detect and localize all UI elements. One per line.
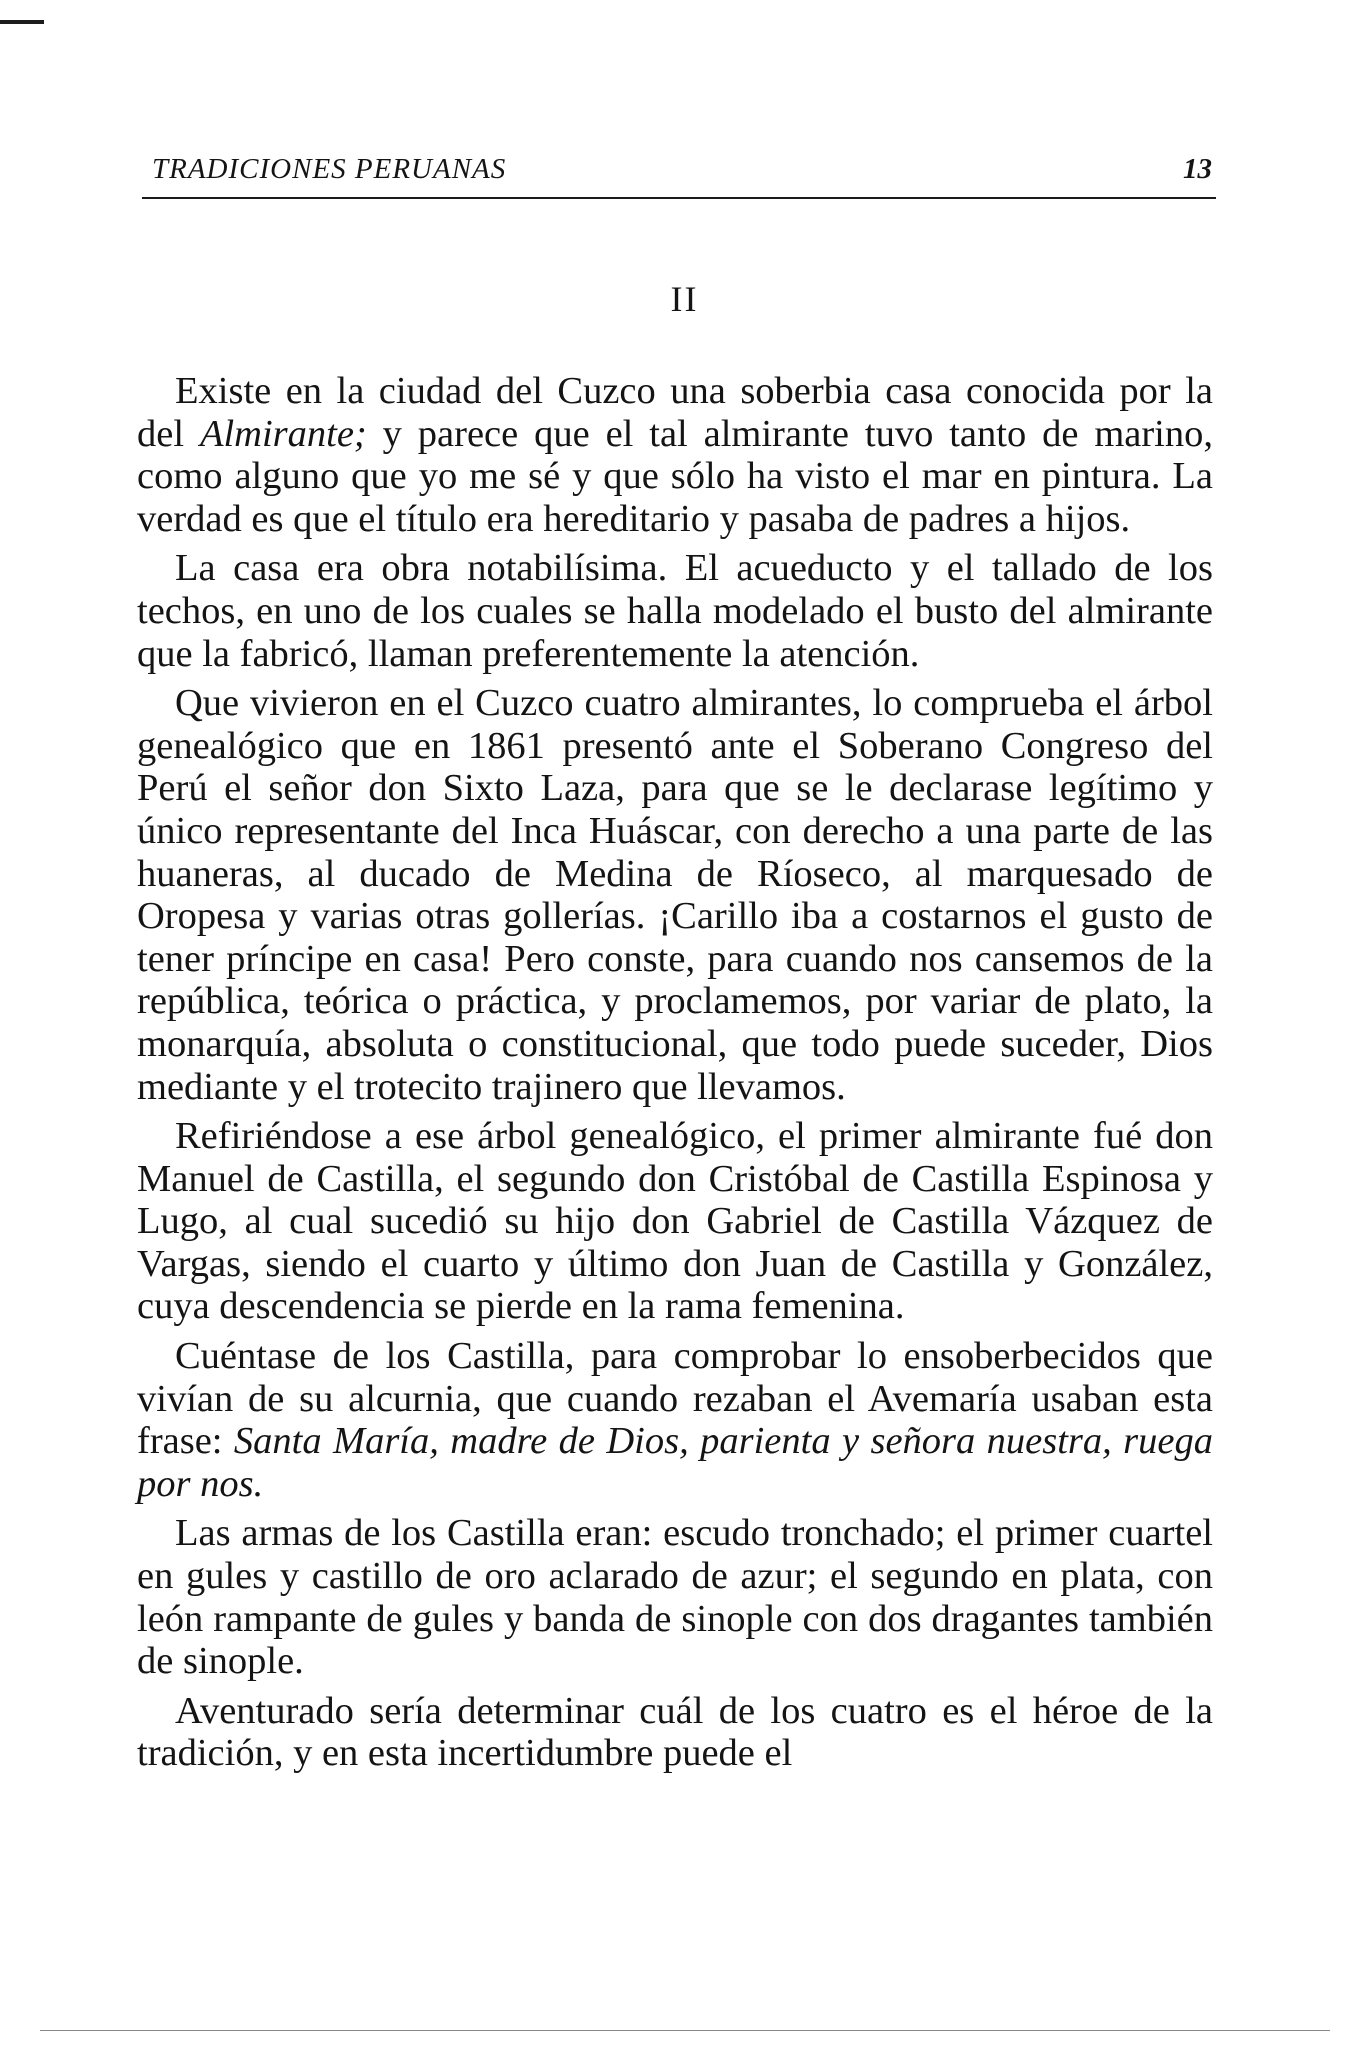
italic-text: Almirante; (199, 412, 367, 455)
paragraph-text: Refiriéndose a ese árbol genealógico, el primer almirante fué don Manuel de Castilla, el segundo don Cristóbal de Castilla Espinosa y Lugo, al cual sucedió su hijo don Gabriel de Castilla Vázquez de Vargas, siendo el cuarto y último don Juan de Castilla y González, cuya descendencia se pierde en la rama femenina. (137, 1115, 1213, 1328)
paragraph-text: Que vivieron en el Cuzco cuatro almirantes, lo comprueba el árbol genealógico que en 1861 presentó ante el Soberano Congreso del Perú el señor don Sixto Laza, para que se le declarase legítimo y único representante del Inca Huáscar, con derecho a una parte de las huaneras, al ducado de Medina de Ríoseco, al marquesado de Oropesa y varias otras gollerías. ¡Carillo iba a costarnos el gusto de tener príncipe en casa! Pero conste, para cuando nos cansemos de la república, teórica o práctica, y proclamemos, por variar de plato, la monarquía, absoluta o constitucional, que todo puede suceder, Dios mediante y el trotecito trajinero que llevamos. (137, 682, 1213, 1108)
scan-corner-mark (0, 20, 44, 24)
italic-prayer-text: Santa María, madre de Dios, parienta y señora nuestra, ruega por nos. (137, 1420, 1214, 1505)
page-number: 13 (1183, 153, 1212, 185)
paragraph-text: y parece que el tal almirante tuvo tanto de marino, como alguno que yo me sé y que sólo ha visto el mar en pintura. La verdad es que el título era hereditario y pasaba de padres a hijos. (137, 412, 1213, 540)
paragraph (137, 547, 1213, 675)
paragraph-text: Las armas de los Castilla eran: escudo tronchado; el primer cuartel en gules y castillo de oro aclarado de azur; el segundo en plata, con león rampante de gules y banda de sinople con dos dragantes también de sinople. (137, 1512, 1213, 1683)
paragraph (137, 1115, 1213, 1328)
bottom-rule (40, 2030, 1330, 2031)
paragraph (137, 682, 1213, 1108)
paragraph-text: Existe en la ciudad del Cuzco una soberbia casa conocida por la del (137, 370, 1213, 455)
running-header (142, 151, 1216, 199)
paragraph-text: Cuéntase de los Castilla, para comprobar lo ensoberbecidos que vivían de su alcurnia, que cuando rezaban el Avemaría usaban esta frase: (137, 1335, 1213, 1463)
body-text (137, 370, 1213, 1775)
chapter-number: II (670, 279, 699, 319)
paragraph (137, 1512, 1213, 1682)
paragraph (137, 370, 1213, 540)
paragraph (137, 1690, 1213, 1775)
book-title: TRADICIONES PERUANAS (152, 153, 507, 185)
paragraph-text: La casa era obra notabilísima. El acueducto y el tallado de los techos, en uno de los cuales se halla modelado el busto del almirante que la fabricó, llaman preferentemente la atención. (137, 547, 1213, 675)
paragraph (137, 1335, 1213, 1505)
paragraph-text: Aventurado sería determinar cuál de los cuatro es el héroe de la tradición, y en esta incertidumbre puede el (137, 1689, 1213, 1775)
